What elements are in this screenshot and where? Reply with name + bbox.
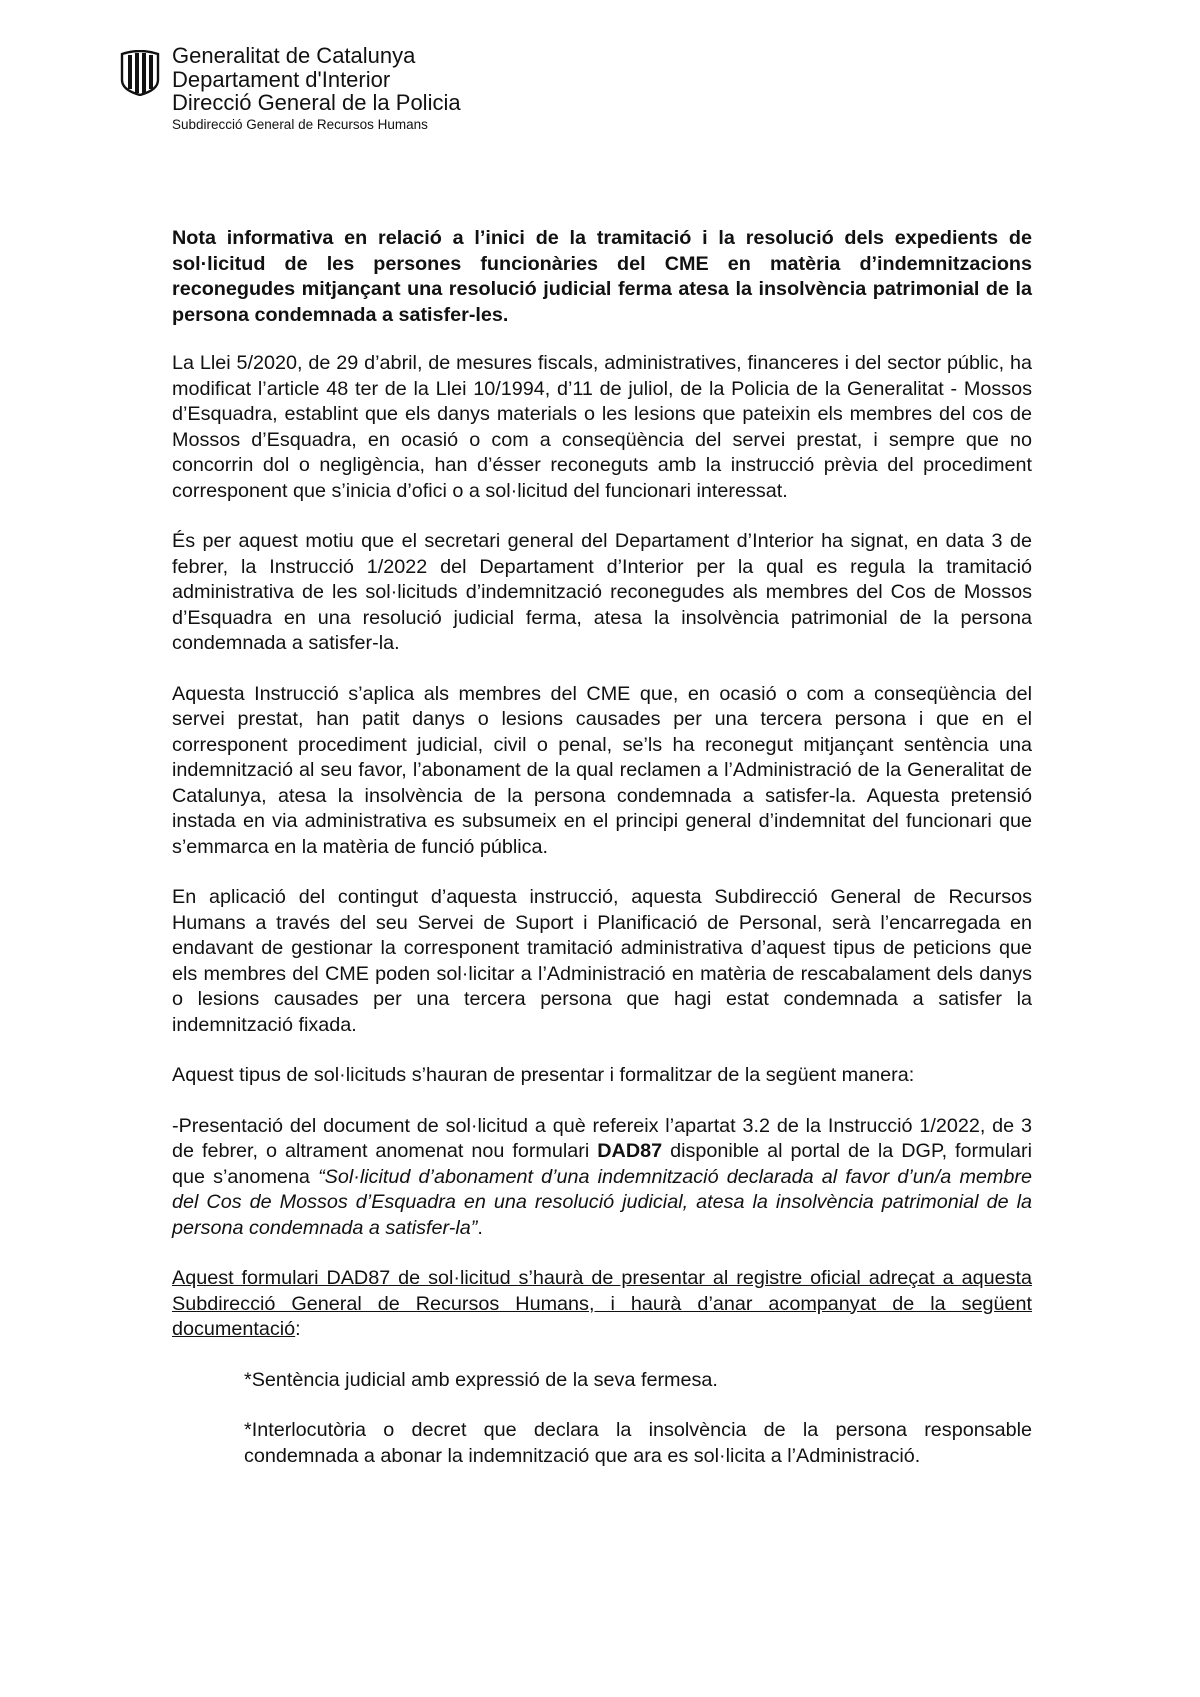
header-directorate: Direcció General de la Policia — [172, 90, 461, 115]
paragraph-instruction: És per aquest motiu que el secretari general del Departament d’Interior ha signat, en data 3 de febrer, la Instrucció 1/2022 del Departament d’Interior per la qual es regula la tramitació administrativa de les sol·licituds d’indemnització reconegudes als membres del Cos de Mossos d’Esquadra en una resolució judicial ferma, atesa la insolvència patrimonial de la persona condemnada a satisfer-la. — [172, 530, 1032, 654]
paragraph-law: La Llei 5/2020, de 29 d’abril, de mesures fiscals, administratives, financeres i del sector públic, ha modificat l’article 48 ter de la Llei 10/1994, d’11 de juliol, de la Policia de la Generalitat - Mossos d’Esquadra, establint que els danys materials o les lesions que pateixin els membres del cos de Mossos d’Esquadra, en ocasió o com a conseqüència del servei prestat, i sempre que no concorrin dol o negligència, han d’ésser reconeguts amb la instrucció prèvia del procediment corresponent que s’inicia d’ofici o a sol·licitud del funcionari interessat. — [172, 352, 1032, 502]
form-text-a: -Presentació del document de sol·licitud a què refereix l’apartat 3.2 de la Instrucció 1/2022, de 3 de febrer, o altrament anomenat nou formulari — [172, 1114, 1032, 1162]
registration-end: : — [295, 1318, 301, 1340]
header-institution: Generalitat de Catalunya — [172, 43, 416, 68]
document-item: *Sentència judicial amb expressió de la seva fermesa. — [244, 1368, 718, 1391]
header-subdirectorate: Subdirecció General de Recursos Humans — [172, 116, 428, 132]
document-body — [172, 226, 1032, 1494]
paragraph-registration — [172, 1266, 1032, 1343]
form-title: “Sol·licitud d’abonament d’una indemnització declarada al favor d’un/a membre del Cos de Mossos d’Esquadra en una resolució judicial, atesa la insolvència patrimonial de la persona condemnada a satisfer-la” — [172, 1165, 1032, 1239]
paragraph-scope: Aquesta Instrucció s’aplica als membres del CME que, en ocasió o com a conseqüència del servei prestat, han patit danys o lesions causades per una tercera persona i que en el corresponent procediment judicial, civil o penal, se’ls ha reconegut mitjançant sentència una indemnització al seu favor, l’abonament de la qual reclamen a l’Administració de la Generalitat de Catalunya, atesa la insolvència de la persona condemnada a satisfer-la. Aquesta pretensió instada en via administrativa es subsumeix en el principi general d’indemnitat del funcionari que s’emmarca en la matèria de funció pública. — [172, 682, 1032, 858]
form-text-b: disponible al portal de la DGP, formulari que s’anomena — [172, 1140, 1032, 1188]
form-text-end: . — [477, 1216, 483, 1239]
document-item: *Interlocutòria o decret que declara la insolvència de la persona responsable condemnada a abonar la indemnització que ara es sol·licita a l’Administració. — [244, 1419, 1032, 1467]
paragraph-procedure: Aquest tipus de sol·licituds s’hauran de presentar i formalitzar de la següent manera: — [172, 1064, 915, 1086]
paragraph-form — [172, 1114, 1032, 1242]
registration-text: Aquest formulari DAD87 de sol·licitud s’haurà de presentar al registre oficial adreçat a aquesta Subdirecció General de Recursos Humans, i haurà d’anar acompanyat de la següent documentació — [172, 1267, 1032, 1340]
paragraph-application: En aplicació del contingut d’aquesta instrucció, aquesta Subdirecció General de Recursos Humans a través del seu Servei de Suport i Planificació de Personal, serà l’encarregada en endavant de gestionar la corresponent tramitació administrativa d’aquest tipus de peticions que els membres del CME poden sol·licitar a l’Administració en matèria de rescabalament dels danys o lesions causades per una tercera persona que hagi estat condemnada a satisfer la indemnització fixada. — [172, 886, 1032, 1036]
form-code: DAD87 — [597, 1140, 663, 1162]
header-department: Departament d'Interior — [172, 66, 391, 92]
generalitat-logo-icon — [120, 50, 160, 96]
document-title: Nota informativa en relació a l’inici de la tramitació i la resolució dels expedients de sol·licitud de les persones funcionàries del CME en matèria d’indemnitzacions reconegudes mitjançant una resolució judicial ferma atesa la insolvència patrimonial de la persona condemnada a satisfer-les. — [172, 227, 1032, 326]
